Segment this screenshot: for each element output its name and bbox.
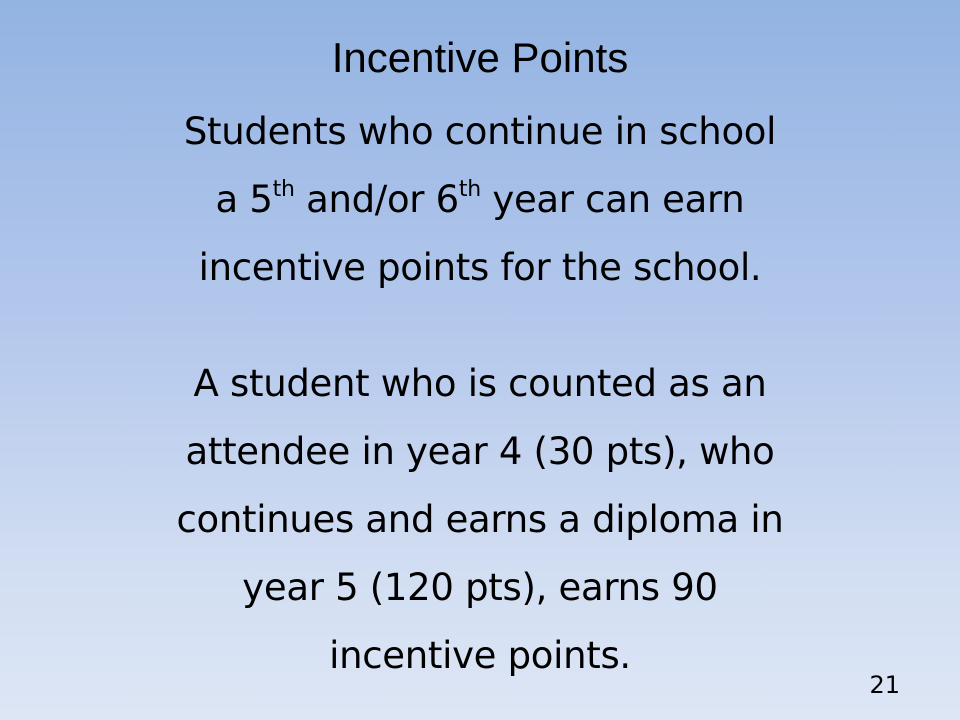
text-line: attendee in year 4 (30 pts), who: [185, 430, 775, 473]
text-line: continues and earns a diploma in: [176, 498, 784, 541]
text-line: Students who continue in school: [183, 110, 777, 153]
text-fragment: a 5: [215, 178, 273, 221]
paragraph-example: [60, 350, 900, 690]
text-fragment: year can earn: [480, 178, 745, 221]
slide-title: Incentive Points: [331, 34, 629, 81]
text-line: A student who is counted as an: [193, 362, 767, 405]
text-line: incentive points for the school.: [198, 246, 762, 289]
text-line: year 5 (120 pts), earns 90: [242, 566, 718, 609]
superscript: th: [272, 177, 295, 202]
paragraph-continuation: [60, 98, 900, 302]
text-line: incentive points.: [329, 634, 631, 677]
text-fragment: and/or 6: [294, 178, 459, 221]
slide-number: 21: [869, 671, 900, 699]
superscript: th: [458, 177, 481, 202]
text-line: [60, 166, 900, 234]
